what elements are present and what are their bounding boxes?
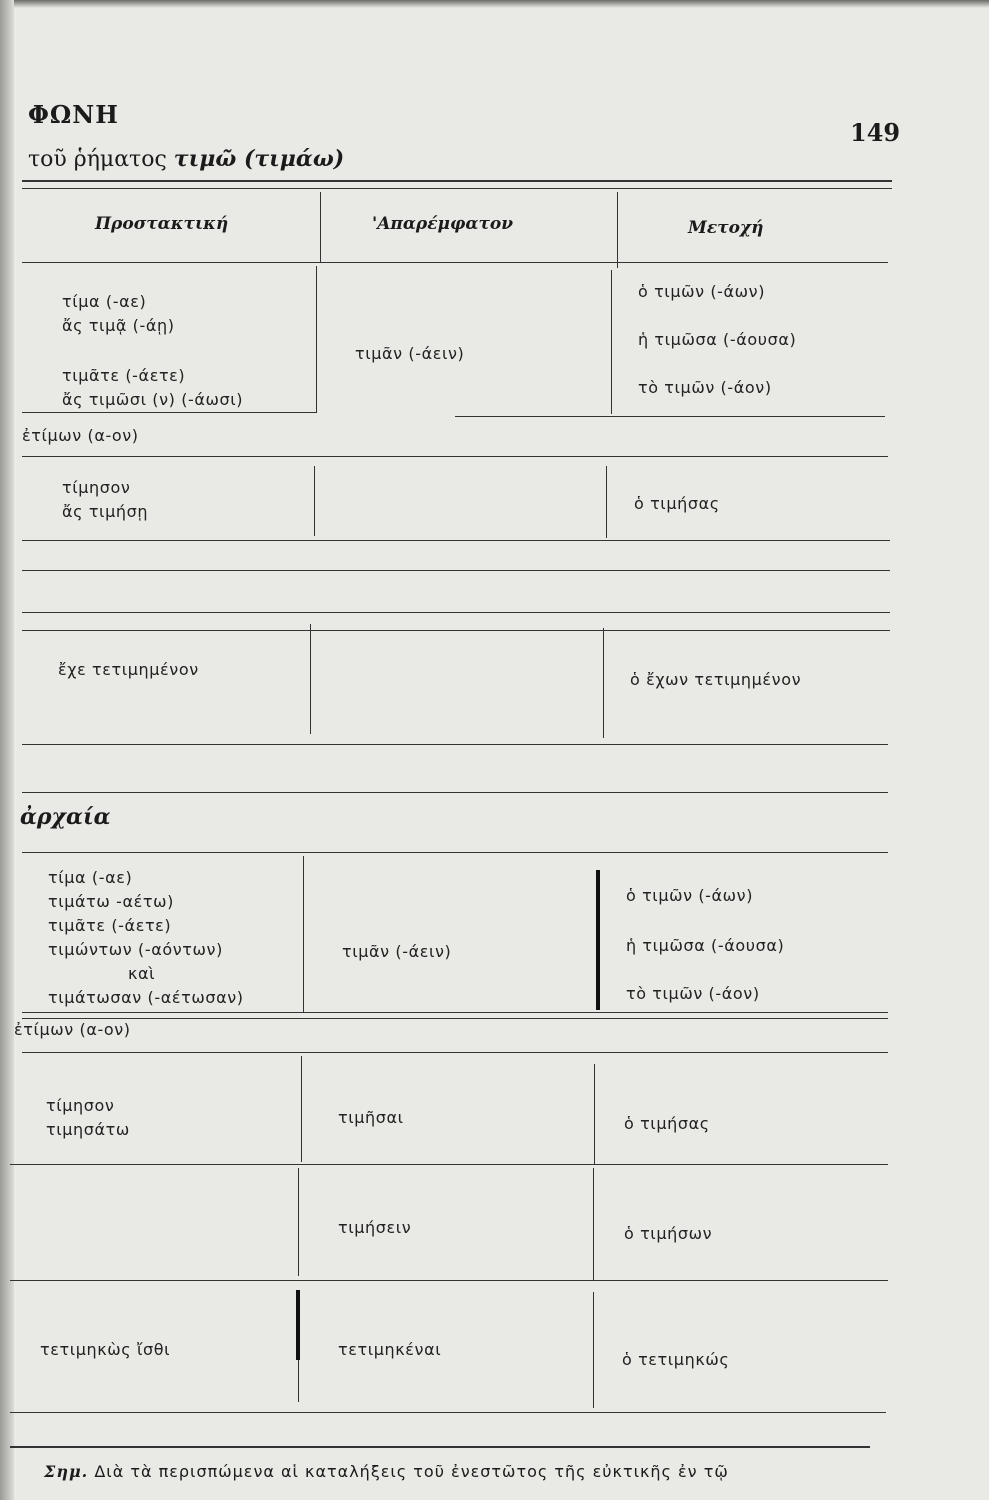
- imperfect-form: ἐτίμων (α-ον): [22, 426, 139, 445]
- infinitive-form: τιμήσειν: [338, 1218, 412, 1237]
- infinitive-form: τετιμηκέναι: [338, 1340, 442, 1359]
- participle-form: ὁ τιμήσων: [624, 1224, 713, 1243]
- footnote-rule: [10, 1446, 870, 1448]
- page-title: ΦΩΝΗ: [28, 100, 119, 129]
- participle-form: ὁ τιμῶν (-άων): [638, 282, 766, 301]
- imperative-form: τίμησον: [62, 478, 131, 497]
- row-rule: [22, 1018, 888, 1019]
- row-rule: [22, 1052, 888, 1053]
- infinitive-form: τιμᾶν (-άειν): [355, 344, 465, 363]
- row-rule: [22, 412, 317, 413]
- imperative-form: τιμάτωσαν (-αέτωσαν): [48, 988, 244, 1007]
- imperative-form: τίμα (-αε): [48, 868, 133, 887]
- participle-form: ἡ τιμῶσα (-άουσα): [638, 330, 797, 349]
- imperative-form: τετιμηκὼς ἴσθι: [40, 1340, 171, 1359]
- row-rule: [10, 1412, 886, 1413]
- col-head-imperative: Προστακτική: [95, 214, 229, 234]
- col-divider: [316, 266, 317, 412]
- col-divider: [298, 1360, 299, 1402]
- page-subtitle: [28, 146, 344, 172]
- imperfect-form: ἐτίμων (α-ον): [14, 1020, 131, 1039]
- col-divider: [320, 192, 321, 262]
- col-divider: [314, 466, 315, 536]
- row-rule: [22, 456, 888, 457]
- infinitive-form: τιμῆσαι: [338, 1108, 404, 1127]
- col-head-infinitive: 'Απαρέμφατον: [372, 214, 514, 234]
- imperative-form: τιμᾶτε (-άετε): [62, 366, 186, 385]
- row-rule: [10, 1280, 888, 1281]
- col-divider-bold: [596, 870, 600, 1010]
- row-rule: [22, 570, 890, 571]
- participle-form: ὁ τιμῶν (-άων): [626, 886, 754, 905]
- footnote: [44, 1462, 729, 1481]
- row-rule: [10, 1164, 888, 1165]
- col-divider: [594, 1064, 595, 1164]
- imperative-form: τιμᾶτε (-άετε): [48, 916, 172, 935]
- row-rule: [22, 540, 890, 541]
- header-rule: [22, 180, 892, 182]
- col-divider: [310, 624, 311, 734]
- footnote-text: Διὰ τὰ περισπώμενα αἱ καταλήξεις τοῦ ἐνεστῶτος τῆς εὐκτικῆς ἐν τῷ: [94, 1462, 729, 1481]
- imperative-form: τιμώντων (-αόντων): [48, 940, 223, 959]
- section-heading-ancient: ἀρχαία: [20, 804, 111, 830]
- participle-form: ὁ ἔχων τετιμημένον: [630, 670, 802, 689]
- row-rule: [22, 1012, 888, 1013]
- col-divider-bold: [296, 1290, 300, 1360]
- col-head-participle: Μετοχή: [688, 218, 764, 238]
- subtitle-plain: τοῦ ῥήματος: [28, 147, 167, 172]
- row-rule: [22, 612, 890, 613]
- participle-form: ὁ τιμήσας: [634, 494, 720, 513]
- page-left-edge: [0, 0, 14, 1500]
- imperative-conjunction: καὶ: [128, 964, 156, 983]
- participle-form: ὁ τετιμηκώς: [622, 1350, 730, 1369]
- page-top-edge: [0, 0, 989, 8]
- col-divider: [611, 270, 612, 414]
- participle-form: ἡ τιμῶσα (-άουσα): [626, 936, 785, 955]
- imperative-form: ἄς τιμᾷ (-άῃ): [62, 316, 175, 335]
- col-divider: [301, 1056, 302, 1162]
- imperative-form: τίμα (-αε): [62, 292, 147, 311]
- infinitive-form: τιμᾶν (-άειν): [342, 942, 452, 961]
- imperative-form: τιμάτω -αέτω): [48, 892, 174, 911]
- imperative-form: τίμησον: [46, 1096, 115, 1115]
- header-rule-2: [22, 188, 892, 189]
- imperative-form: τιμησάτω: [46, 1120, 130, 1139]
- imperative-form: ἄς τιμήσῃ: [62, 502, 149, 521]
- footnote-label: Σημ.: [44, 1462, 89, 1481]
- col-divider: [606, 466, 607, 538]
- page-number: 149: [850, 118, 901, 147]
- row-rule: [455, 416, 885, 417]
- col-divider: [298, 1168, 299, 1276]
- row-rule: [22, 852, 888, 853]
- col-divider: [593, 1168, 594, 1280]
- col-divider: [617, 192, 618, 268]
- row-rule: [22, 262, 888, 263]
- col-divider: [603, 628, 604, 738]
- participle-form: τὸ τιμῶν (-άον): [638, 378, 772, 397]
- col-divider: [303, 856, 304, 1012]
- imperative-form: ἄς τιμῶσι (ν) (-άωσι): [62, 390, 244, 409]
- row-rule: [22, 630, 890, 631]
- row-rule: [22, 744, 888, 745]
- row-rule: [22, 792, 888, 793]
- participle-form: τὸ τιμῶν (-άον): [626, 984, 760, 1003]
- imperative-form: ἔχε τετιμημένον: [58, 660, 199, 679]
- subtitle-verb: τιμῶ (τιμάω): [173, 146, 345, 172]
- participle-form: ὁ τιμήσας: [624, 1114, 710, 1133]
- col-divider: [593, 1292, 594, 1408]
